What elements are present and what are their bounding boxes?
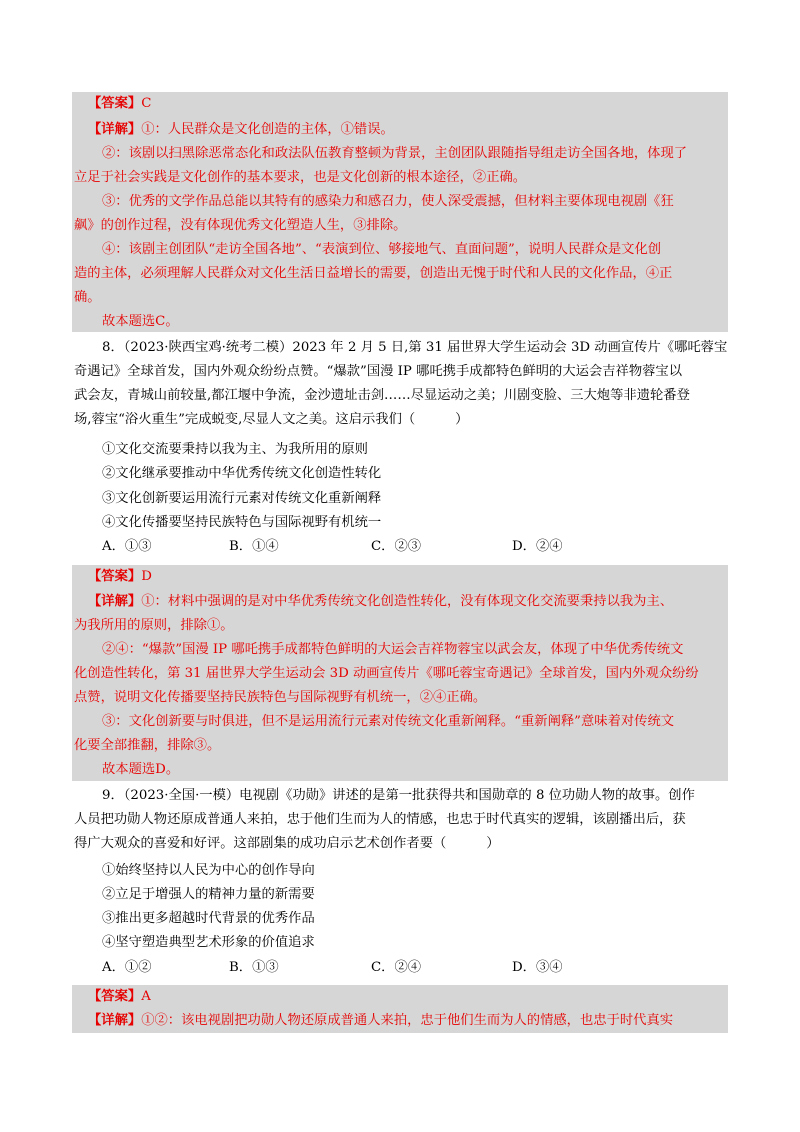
detail-text: ①：材料中强调的是对中华优秀传统文化创造性转化，没有体现文化交流要秉持以我为主、 [141,594,674,609]
question-text: 人员把功勋人物还原成普通人来拍，忠于他们生而为人的情感，也忠于时代真实的逻辑，该剧播出后，获 [74,812,686,827]
option-c: C．②④ [371,960,422,975]
detail-text: 造的主体，必须理解人民群众对文化生活日益增长的需要，创造出无愧于时代和人民的文化作品，④正 [74,266,673,281]
detail-text: 立足于社会实践是文化创作的基本要求，也是文化创新的根本途径，②正确。 [74,170,527,185]
detail-text: ①：人民群众是文化创造的主体，①错误。 [141,122,394,137]
answer-value: C [141,96,152,111]
statement-item: ①文化交流要秉持以我为主、为我所用的原则 [102,442,368,457]
option-a: A．①③ [102,539,152,554]
answer-block-q8 [72,565,728,781]
question-text: 8．（2023·陕西宝鸡·统考二模）2023 年 2 月 5 日,第 31 届世界大学生运动会 3D 动画宣传片《哪吒蓉宝 [102,340,728,355]
detail-label: 【详解】 [88,594,142,609]
question-text: 得广大观众的喜爱和好评。这部剧集的成功启示艺术创作者要（ ） [74,836,500,851]
option-b: B．①③ [229,960,279,975]
option-d: D．②④ [512,539,563,554]
detail-label: 【详解】 [88,122,142,137]
statement-item: ④文化传播要坚持民族特色与国际视野有机统一 [102,515,382,530]
detail-text: 确。 [74,290,101,305]
detail-label: 【详解】 [88,1013,142,1028]
detail-line [88,1009,673,1033]
statement-item: ①始终坚持以人民为中心的创作导向 [102,863,315,878]
detail-line [88,590,673,614]
detail-line [88,118,394,142]
detail-text: ②④：“爆款”国漫 IP 哪吒携手成都特色鲜明的大运会吉祥物蓉宝以武会友，体现了中华优秀传统文 [102,642,684,657]
question-text: 武会友，青城山前较量,都江堰中争流，金沙遗址击剑……尽显运动之美；川剧变脸、三大炮等非遗轮番登 [74,388,690,403]
detail-text: 化要全部推翻，排除③。 [74,738,221,753]
answer-line [88,565,152,589]
answer-label: 【答案】 [88,96,142,111]
statement-item: ②文化继承要推动中华优秀传统文化创造性转化 [102,466,382,481]
answer-value: A [141,989,151,1004]
detail-text: ③：优秀的文学作品总能以其特有的感染力和感召力，使人深受震撼，但材料主要体现电视剧《狂 [102,194,674,209]
statement-item: ④坚守塑造典型艺术形象的价值追求 [102,935,315,950]
option-a: A．①② [102,960,152,975]
answer-line [88,92,151,116]
detail-text: ①②：该电视剧把功勋人物还原成普通人来拍，忠于他们生而为人的情感，也忠于时代真实 [141,1013,674,1028]
answer-block-q7 [72,92,728,332]
detail-text: ③：文化创新要与时俱进，但不是运用流行元素对传统文化重新阐释。“重新阐释”意味着对传统文 [102,714,675,729]
statement-item: ③文化创新要运用流行元素对传统文化重新阐释 [102,491,382,506]
detail-text: ④：该剧主创团队“走访全国各地”、“表演到位、够接地气、直面问题”，说明人民群众是文化创 [102,242,662,257]
question-text: 奇遇记》全球首发，国内外观众纷纷点赞。“爆款”国漫 IP 哪吒携手成都特色鲜明的大运会吉祥物蓉宝以 [74,364,683,379]
detail-text: 故本题选C。 [102,314,179,329]
option-d: D．③④ [512,960,563,975]
question-text: 场,蓉宝“浴火重生”完成蜕变,尽显人文之美。这启示我们（ ） [74,412,469,427]
question-9 [72,784,728,984]
answer-line [88,985,151,1009]
detail-text: 为我所用的原则，排除①。 [74,618,234,633]
detail-text: 点赞，说明文化传播要坚持民族特色与国际视野有机统一，②④正确。 [74,690,487,705]
detail-text: 化创造性转化，第 31 届世界大学生运动会 3D 动画宣传片《哪吒蓉宝奇遇记》全球首发，国内外观众纷纷 [74,666,699,681]
question-text: 9．（2023·全国·一模）电视剧《功勋》讲述的是第一批获得共和国勋章的 8 位功勋人物的故事。创作 [102,788,695,803]
detail-text: 故本题选D。 [102,762,180,777]
option-c: C．②③ [371,539,422,554]
detail-text: ②：该剧以扫黑除恶常态化和政法队伍教育整顿为背景，主创团队跟随指导组走访全国各地，体现了 [102,146,688,161]
option-b: B．①④ [229,539,279,554]
answer-label: 【答案】 [88,569,142,584]
answer-label: 【答案】 [88,989,142,1004]
answer-block-q9 [72,985,728,1033]
question-8 [72,336,728,566]
answer-value: D [141,569,152,584]
statement-item: ③推出更多超越时代背景的优秀作品 [102,911,315,926]
statement-item: ②立足于增强人的精神力量的新需要 [102,887,315,902]
detail-text: 飙》的创作过程，没有体现优秀文化塑造人生，③排除。 [74,218,407,233]
